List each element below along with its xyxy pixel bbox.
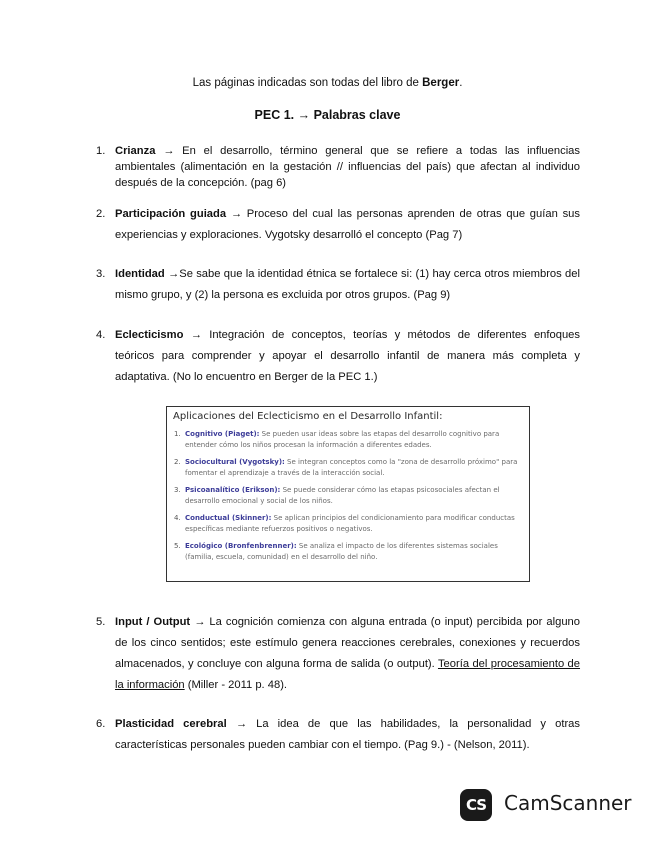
figure-item	[173, 541, 521, 563]
figure-item-text: Se puede considerar cómo las etapas psicosociales afectan el desarrollo emocional y social de los niños.	[185, 486, 500, 505]
item-term: Crianza	[115, 145, 156, 157]
figure-item-name: Ecológico (Bronfenbrenner):	[185, 542, 297, 550]
figure-item-name: Psicoanalítico (Erikson):	[185, 486, 281, 494]
item-number: 6.	[96, 718, 106, 730]
figure-item-name: Cognitivo (Piaget):	[185, 430, 260, 438]
list-item-crianza	[96, 143, 580, 191]
figure-item-text: Se aplican principios del condicionamiento para modificar conductas específicas mediante refuerzos positivos o negativos.	[185, 514, 515, 533]
figure-item-text: Se analiza el impacto de los diferentes sistemas sociales (familia, escuela, comunidad) en el desarrollo del niño.	[185, 542, 498, 561]
item-text: → En el desarrollo, término general que se refiere a todas las influencias ambientales (alimentación en la gestación // influencias del país) que afectan al individuo después de la concepción. (pag 6)	[115, 145, 580, 189]
item-number: 4.	[96, 329, 106, 341]
list-item-plasticidad-cerebral	[96, 714, 580, 756]
figure-item	[173, 429, 521, 451]
item-number: 3.	[96, 268, 106, 280]
theory-link: Teoría del procesamiento de la información	[115, 658, 581, 691]
list-item-eclecticismo	[96, 325, 580, 388]
item-text: → La cognición comienza con alguna entrada (o input) percibida por alguno de los cinco sentidos; este estímulo genera reacciones cerebrales, conexiones y recuerdos almacenados, y concluye con alguna forma de salida (o output).	[115, 616, 580, 670]
figure-item-text: Se integran conceptos como la "zona de desarrollo próximo" para fomentar el aprendizaje a través de la interacción social.	[185, 458, 518, 477]
intro-end: .	[459, 77, 463, 89]
figure-item	[173, 457, 521, 479]
item-text: → La idea de que las habilidades, la personalidad y otras características personales pueden cambiar con el tiempo. (Pag 9.) - (Nelson, 2011).	[115, 718, 580, 751]
intro-text: Las páginas indicadas son todas del libro de	[192, 77, 423, 89]
item-term: Eclecticismo	[115, 329, 184, 341]
figure-item-number: 3.	[174, 486, 181, 494]
eclecticismo-figure	[166, 406, 530, 582]
figure-item-number: 2.	[174, 458, 181, 466]
intro-line	[0, 77, 655, 89]
figure-item-number: 1.	[174, 430, 181, 438]
figure-item	[173, 485, 521, 507]
item-text: → Proceso del cual las personas aprenden de otras que guían sus experiencias y exploraciones. Vygotsky desarrolló el concepto (Pag 7)	[115, 208, 580, 241]
figure-list	[173, 429, 521, 563]
item-term: Input / Output	[115, 616, 191, 628]
item-number: 1.	[96, 145, 106, 157]
intro-author: Berger	[422, 77, 460, 89]
camscanner-logo	[458, 787, 638, 827]
item-number: 5.	[96, 616, 106, 628]
page-title: PEC 1. → Palabras clave	[254, 108, 401, 122]
figure-item-name: Conductual (Skinner):	[185, 514, 272, 522]
figure-item	[173, 513, 521, 535]
figure-item-name: Sociocultural (Vygotsky):	[185, 458, 285, 466]
list-item-participacion-guiada	[96, 204, 580, 246]
item-number: 2.	[96, 208, 106, 220]
item-text: → Integración de conceptos, teorías y métodos de diferentes enfoques teóricos para comprender y apoyar el desarrollo infantil de manera más completa y adaptativa. (No lo encuentro en Berger de la PEC 1.)	[115, 329, 580, 383]
camscanner-icon: CS	[460, 789, 492, 821]
list-item-input-output	[96, 612, 580, 696]
camscanner-wordmark: CamScanner	[504, 791, 632, 815]
item-term: Participación guiada	[115, 208, 227, 220]
item-text: →Se sabe que la identidad étnica se fortalece si: (1) hay cerca otros miembros del mismo grupo, y (2) la persona es excluida por otros grupos. (Pag 9)	[115, 268, 580, 301]
item-term: Identidad	[115, 268, 165, 280]
figure-title: Aplicaciones del Eclecticismo en el Desarrollo Infantil:	[173, 411, 443, 422]
figure-item-number: 4.	[174, 514, 181, 522]
item-term: Plasticidad cerebral	[115, 718, 227, 730]
figure-item-text: Se pueden usar ideas sobre las etapas del desarrollo cognitivo para entender cómo los niños procesan la información a diferentes edades.	[185, 430, 500, 449]
figure-item-number: 5.	[174, 542, 181, 550]
list-item-identidad	[96, 264, 580, 306]
item-citation: (Miller - 2011 p. 48).	[184, 679, 288, 691]
